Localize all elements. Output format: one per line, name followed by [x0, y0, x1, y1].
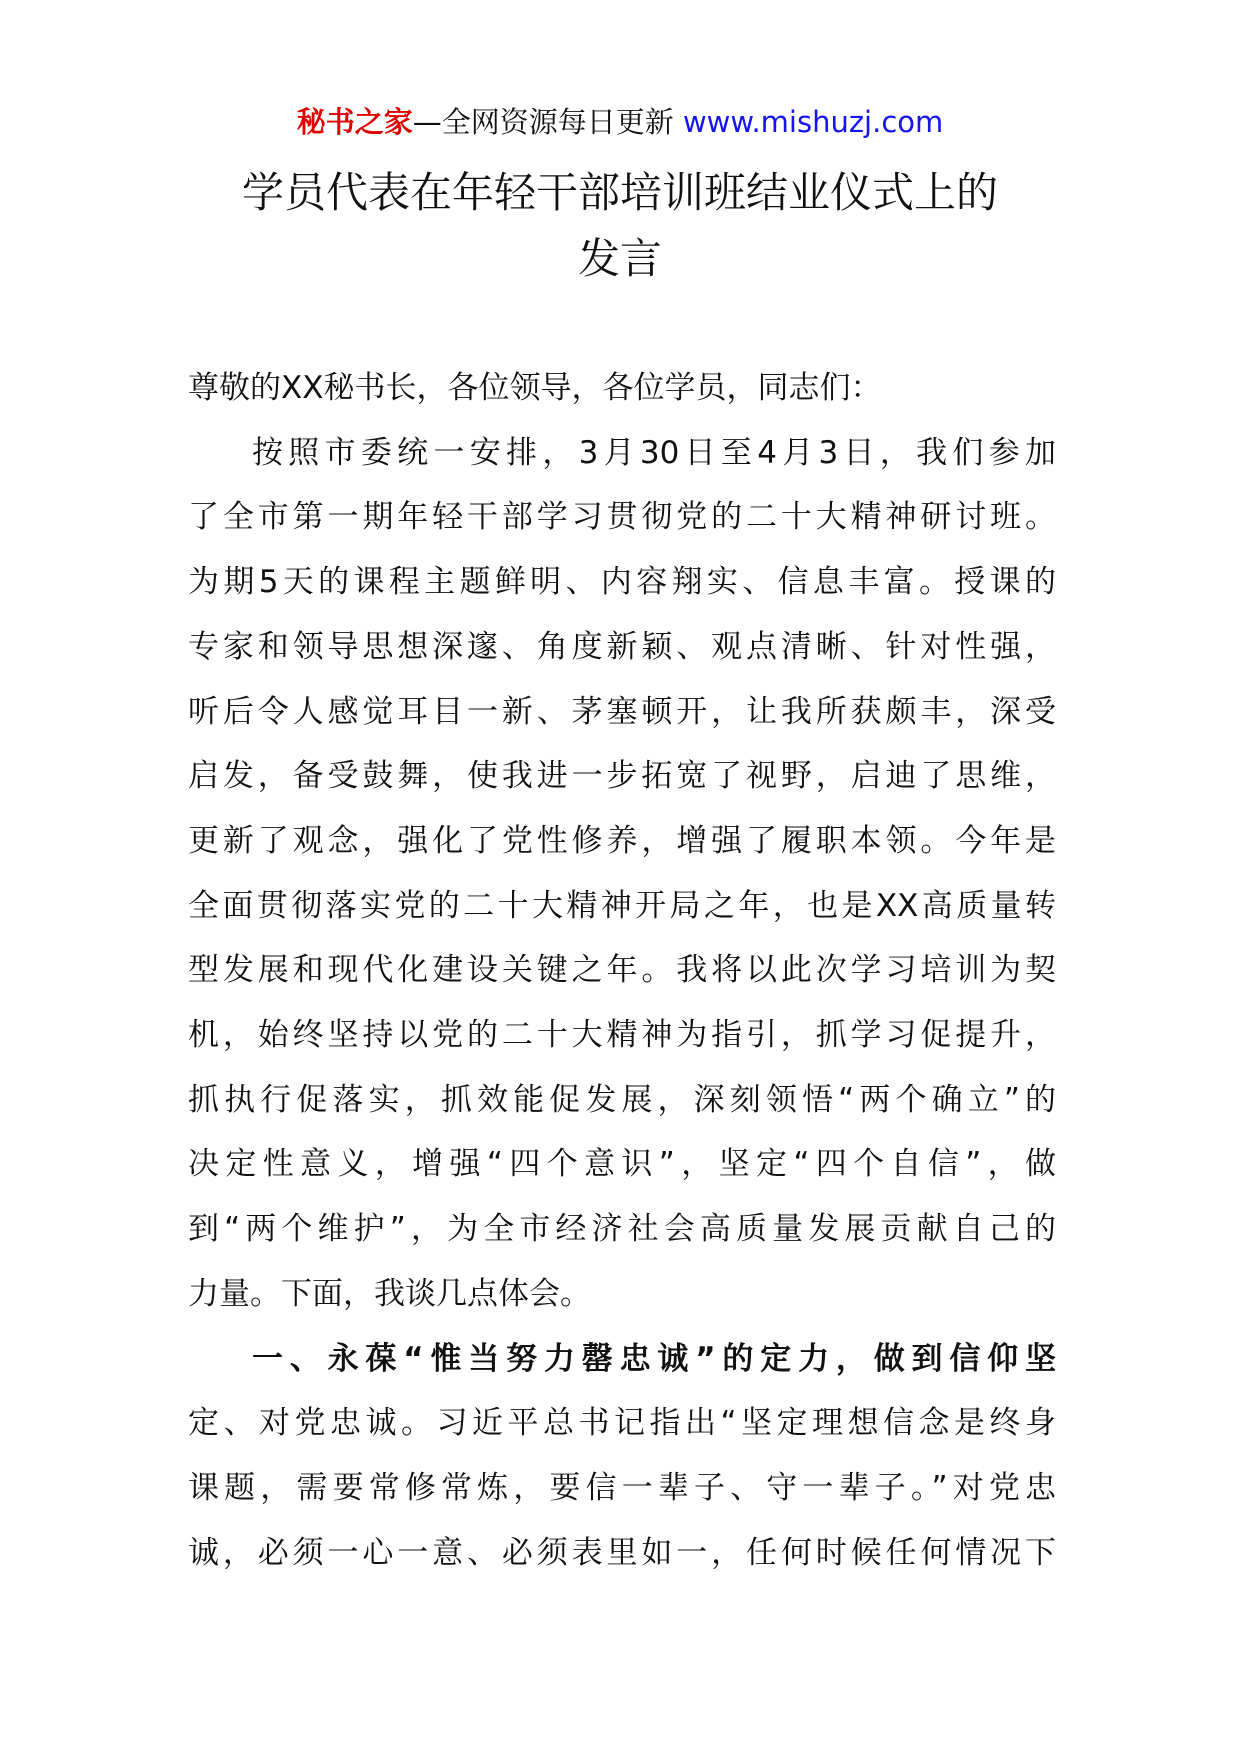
- text-line: 型发展和现代化建设关键之年。我将以此次学习培训为契: [188, 952, 1056, 989]
- brand-name: 秘书之家: [296, 105, 413, 139]
- salutation: 尊敬的XX秘书长，各位领导，各位学员，同志们：: [188, 370, 882, 406]
- site-header: [0, 100, 1240, 144]
- document-body: [188, 356, 1056, 1585]
- text-line: 课题，需要常修常炼，要信一辈子、守一辈子。”对党忠: [188, 1469, 1056, 1506]
- document-title: [190, 160, 1050, 292]
- section-heading: 一、永葆“惟当努力罄忠诚”的定力，做到信仰坚: [252, 1340, 1056, 1377]
- title-line-2: 发言: [577, 234, 662, 283]
- site-url[interactable]: www.mishuzj.com: [682, 105, 944, 139]
- text-line: 听后令人感觉耳目一新、茅塞顿开，让我所获颇丰，深受: [188, 693, 1056, 730]
- section-1: [188, 1327, 1056, 1586]
- text-line: 抓执行促落实，抓效能促发展，深刻领悟“两个确立”的: [188, 1081, 1056, 1118]
- text-line: 诚，必须一心一意、必须表里如一，任何时候任何情况下: [188, 1534, 1056, 1571]
- text-line: 定、对党忠诚。习近平总书记指出“坚定理想信念是终身: [188, 1405, 1056, 1442]
- text-line: 专家和领导思想深邃、角度新颖、观点清晰、针对性强，: [188, 628, 1056, 665]
- text-line: 力量。下面，我谈几点体会。: [188, 1275, 591, 1312]
- text-line: 机，始终坚持以党的二十大精神为指引，抓学习促提升，: [188, 1017, 1056, 1054]
- text-line: 全面贯彻落实党的二十大精神开局之年，也是XX高质量转: [188, 887, 1056, 924]
- title-line-1: 学员代表在年轻干部培训班结业仪式上的: [241, 168, 998, 217]
- text-line: 到“两个维护”，为全市经济社会高质量发展贡献自己的: [188, 1211, 1056, 1248]
- text-line: 按照市委统一安排，3月30日至4月3日，我们参加: [252, 434, 1056, 471]
- text-line: 为期5天的课程主题鲜明、内容翔实、信息丰富。授课的: [188, 564, 1056, 601]
- paragraph-1: [188, 421, 1056, 1327]
- text-line: 了全市第一期年轻干部学习贯彻党的二十大精神研讨班。: [188, 499, 1056, 536]
- text-line: 启发，备受鼓舞，使我进一步拓宽了视野，启迪了思维，: [188, 758, 1056, 795]
- site-slogan: —全网资源每日更新: [412, 105, 683, 139]
- text-line: 更新了观念，强化了党性修养，增强了履职本领。今年是: [188, 822, 1056, 859]
- text-line: 决定性意义，增强“四个意识”，坚定“四个自信”，做: [188, 1146, 1056, 1183]
